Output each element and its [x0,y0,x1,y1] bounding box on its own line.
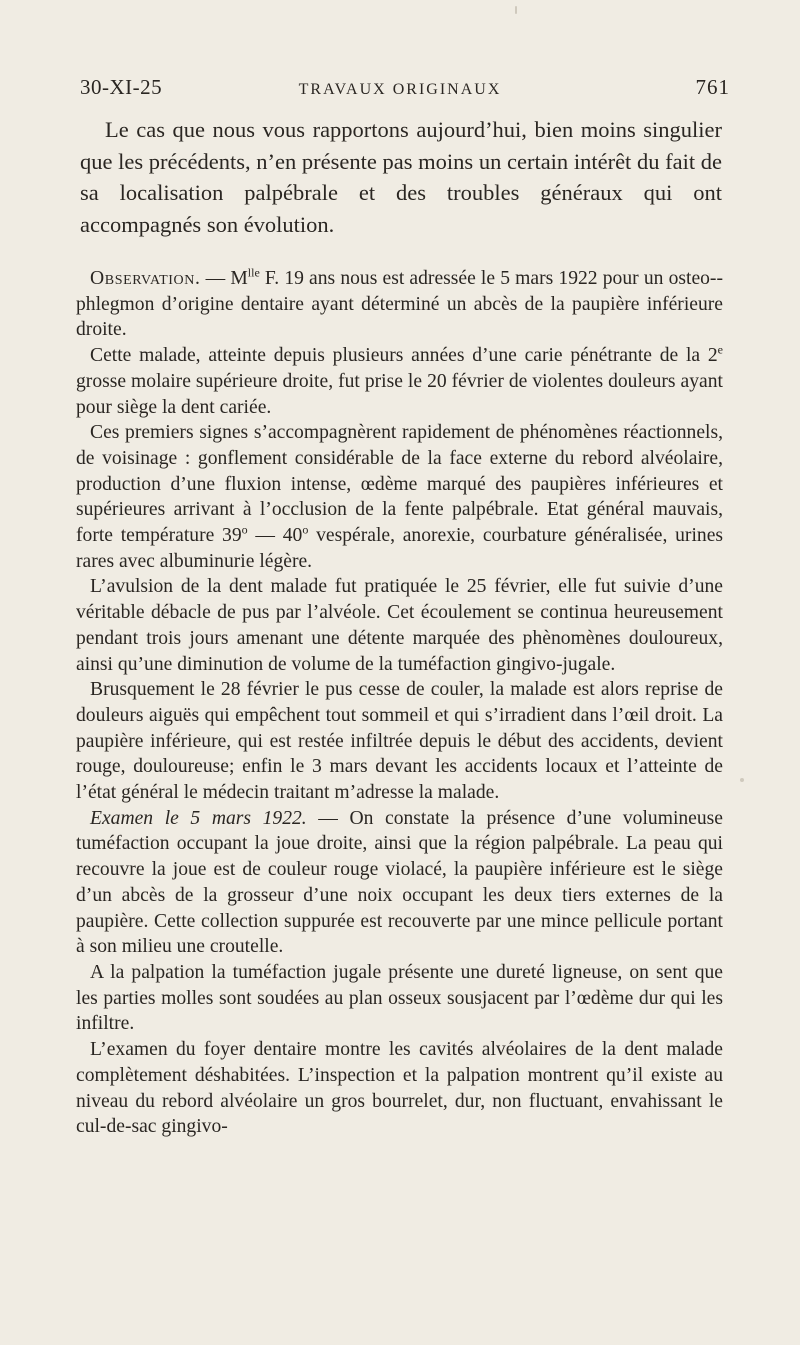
paper-speck [740,778,744,782]
observation-body [76,266,723,1140]
paragraph-examen [76,806,723,960]
paragraph-signes [76,420,723,574]
intro-text: Le cas que nous vous rapportons aujourd’hui, bien moins singulier que les précédents, n’en présente pas moins un certain intérêt du fait de sa localisation palpébrale et des troubles généraux qui ont accompagnés son évolution. [80,117,722,237]
paragraph-carie-text-b: grosse molaire supérieure droite, fut prise le 20 février de violentes douleurs ayant pour siège la dent cariée. [76,370,723,418]
paragraph-palpation: A la palpation la tuméfaction jugale présente une dureté ligneuse, on sent que les parties molles sont soudées au plan osseux sousjacent par l’œdème dur qui les infiltre. [76,961,723,1035]
paragraph-signes-text-a: Ces premiers signes s’accompagnèrent rapidement de phénomènes réactionnels, de voisinage : gonflement considérable de la face externe du rebord alvéolaire, production d’une fluxion intense, œdème marqué des paupières inférieures et supérieures arrivant à l’occlusion de la fente palpébrale. Etat général mauvais, forte température 39 [76,422,723,547]
paragraph-signes-text-c: vespérale, anorexie, courbature généralisée, urines rares avec albuminurie légère. [76,525,724,572]
paragraph-carie-text-a: Cette malade, atteinte depuis plusieurs années d’une carie pénétrante de la 2 [90,345,718,367]
observation-text: F. 19 ans nous est adressée le 5 mars 1922 pour un osteo--phlegmon d’origine dentaire ayant déterminé un abcès de la paupière inférieure droite. [76,268,723,341]
paragraph-avulsion: L’avulsion de la dent malade fut pratiquée le 25 février, elle fut suivie d’une véritable débacle de pus par l’alvéole. Cet écoulement se continua heureusement pendant trois jours amenant une détente marquée des phènomènes douloureux, ainsi qu’une diminution de volume de la tuméfaction gingivo-jugale. [76,576,723,675]
observation-dash: — M [200,268,248,289]
paragraph-signes-sup-b: o [302,522,309,537]
paragraph-carie [76,343,723,420]
examen-label: Examen le 5 mars 1922. [90,807,307,829]
paragraph-signes-sup-a: o [241,522,248,537]
observation-title-sup: lle [247,265,260,280]
page-number: 761 [695,75,730,99]
header-date: 30-XI-25 [80,75,163,99]
paragraph-signes-text-b: — 40 [247,525,303,547]
observation-heading: Observation. [90,268,201,289]
intro-paragraph [80,114,722,240]
paragraph-examen-dentaire: L’examen du foyer dentaire montre les cavités alvéolaires de la dent malade complètement déshabitées. L’inspection et la palpation montrent qu’il existe au niveau du rebord alvéolaire un gros bourrelet, dur, non fluctuant, envahissant le cul-de-sac gingivo- [76,1039,723,1138]
paragraph-carie-sup: e [717,342,723,357]
header-section: TRAVAUX ORIGINAUX [298,81,502,98]
paragraph-brusquement: Brusquement le 28 février le pus cesse de couler, la malade est alors reprise de douleurs aiguës qui empêchent tout sommeil et qui s’irradient dans l’œil droit. La paupière inférieure, qui est restée infiltrée depuis le début des accidents, devient rouge, douloureuse; enfin le 3 mars devant les accidents locaux et l’atteinte de l’état général le médecin traitant m’adresse la malade. [76,679,723,804]
examen-text: — On constate la présence d’une volumineuse tuméfaction occupant la joue droite, ainsi que la région palpébrale. La peau qui recouvre la joue est de couleur rouge violacé, la paupière inférieure est le siège d’un abcès de la grosseur d’une noix occupant les deux tiers externes de la paupière. Cette collection suppurée est recouverte par une mince pellicule portant à son milieu une croutelle. [76,807,723,958]
observation-paragraph [76,266,723,343]
paper-speck [515,6,517,14]
